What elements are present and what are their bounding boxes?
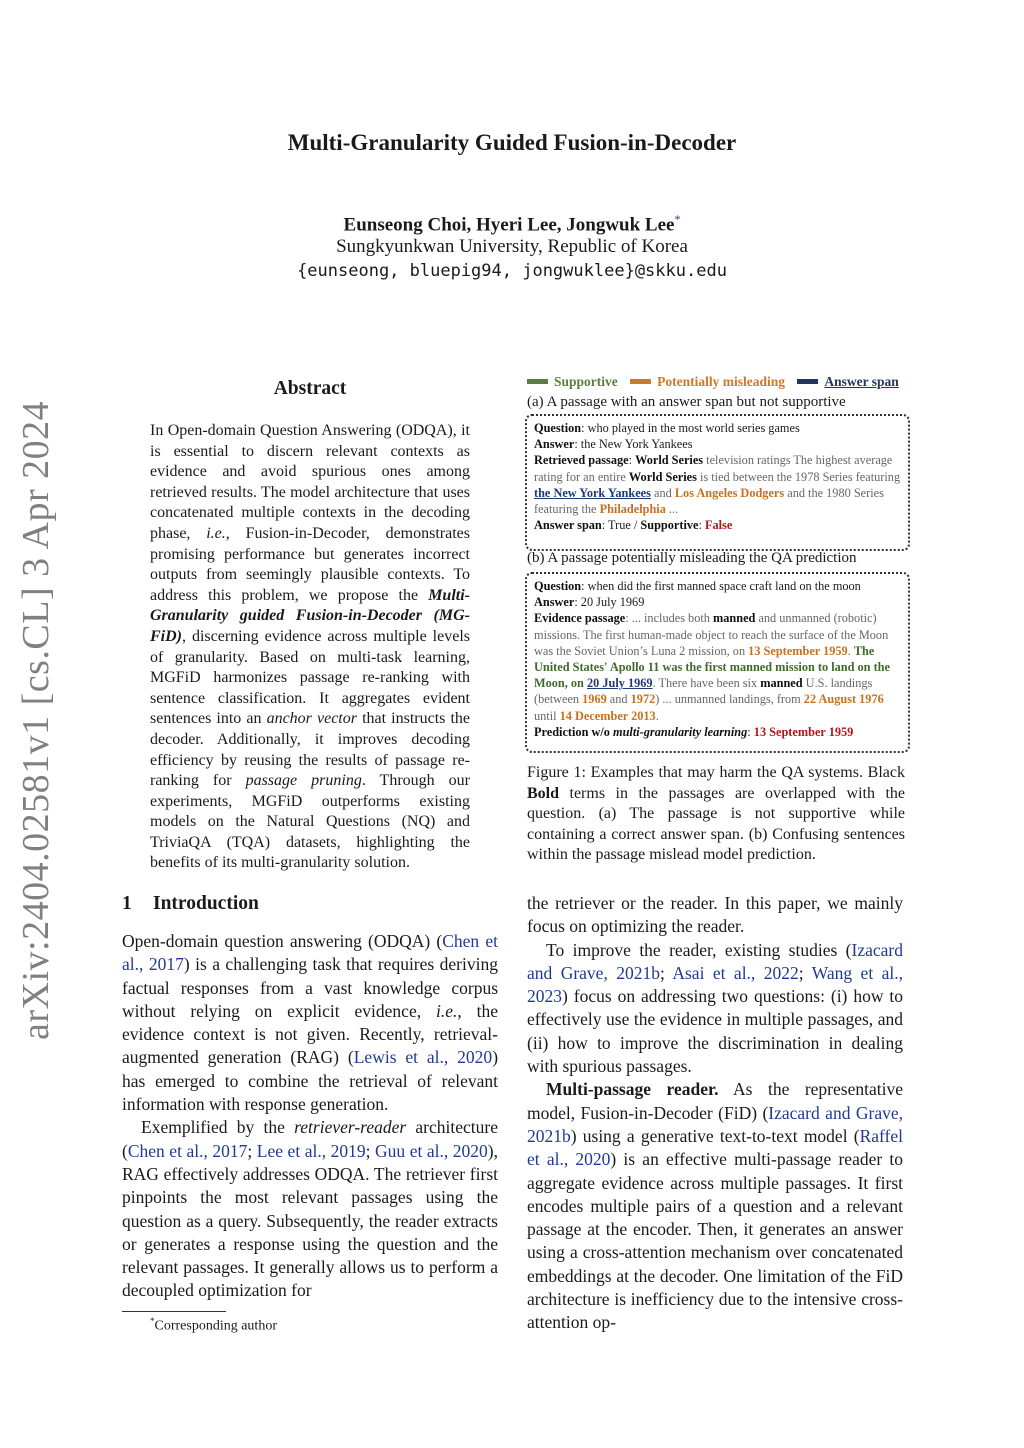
- paragraph: the retriever or the reader. In this paper, we mainly focus on optimizing the reader.: [527, 893, 903, 937]
- mgfid-name: Multi-Granularity guided Fusion-in-Decoder (MG-FiD): [150, 586, 470, 645]
- answer-swatch: [797, 379, 818, 384]
- paragraph: Open-domain question answering (ODQA) (Chen et al., 2017) is a challenging task that requires deriving factual responses from a vast knowledge corpus without relying on explicit evidence, i.e., the evidence context is not given. Recently, retrieval-augmented generation (RAG) (Lewis et al., 2020) has emerged to combine the retrieval of relevant information with response generation.: [122, 931, 499, 1115]
- figure-legend: [527, 374, 907, 390]
- section-heading-introduction: 1 Introduction: [122, 893, 259, 914]
- supportive-false-value: False: [704, 518, 733, 533]
- answer-span: the New York Yankees: [534, 485, 651, 500]
- answer-span: 20 July 1969: [586, 676, 653, 691]
- citation-link[interactable]: Raffel et al., 2020: [527, 1125, 903, 1170]
- affiliation: Sungkyunkwan University, Republic of Korea: [336, 236, 688, 257]
- abstract-text: In Open-domain Question Answering (ODQA), it is essential to discern relevant contexts as evidence and avoid spurious ones among retrieved results. The model architecture that uses concatenated multiple contexts in the decoding phase, i.e., Fusion-in-Decoder, demonstrates promising performance but generates incorrect outputs from seemingly plausible contexts. To address this problem, we propose the Multi-Granularity guided Fusion-in-Decoder (MG-FiD), discerning evidence across multiple levels of granularity. Based on multi-task learning, MGFiD harmonizes passage re-ranking with sentence classification. It aggregates evident sentences into an anchor vector that instructs the decoder. Additionally, it improves decoding efficiency by reusing the results of passage re-ranking for passage pruning. Through our experiments, MGFiD outperforms existing models on the Natural Questions (NQ) and TriviaQA (TQA) datasets, highlighting the benefits of its multi-granularity solution.: [150, 422, 471, 872]
- paper-title: Multi-Granularity Guided Fusion-in-Decoder: [287, 130, 737, 155]
- legend-answer-span: Answer span: [824, 374, 899, 389]
- citation-link[interactable]: Lee et al., 2019: [256, 1140, 366, 1161]
- supportive-sentence: The United States' Apollo 11 was the first manned mission to land on the Moon, on: [534, 643, 890, 691]
- corresponding-mark: *: [674, 212, 681, 226]
- supportive-swatch: [527, 379, 548, 384]
- ie-term: i.e.: [206, 524, 226, 542]
- figure-subcaption-b: (b) A passage potentially misleading the QA prediction: [527, 550, 857, 566]
- legend-supportive: Supportive: [554, 374, 618, 389]
- citation-link[interactable]: Izacard and Grave, 2021b: [527, 1102, 903, 1146]
- author-list: [0, 212, 1024, 236]
- paragraph: Multi-passage reader. As the representative model, Fusion-in-Decoder (FiD) (Izacard and Grave, 2021b) using a generative text-to-text model (Raffel et al., 2020) is an effective multi-passage reader to aggregate evidence across multiple passages. It first encodes multiple pairs of a question and a relevant passage at the encoder. Then, it generates an answer using a cross-attention mechanism over concatenated embeddings at the decoder. One limitation of the FiD architecture is inefficiency due to the intensive cross-attention op-: [527, 1079, 903, 1333]
- passage-pruning-term: passage pruning: [245, 772, 362, 790]
- citation-link[interactable]: Asai et al., 2022: [672, 962, 799, 983]
- citation-link[interactable]: Chen et al., 2017: [122, 931, 498, 975]
- author-emails: {eunseong, bluepig94, jongwuklee}@skku.edu: [297, 261, 727, 281]
- citation-link[interactable]: Izacard and Grave, 2021b: [527, 939, 903, 983]
- citation-link[interactable]: Chen et al., 2017: [127, 1140, 248, 1161]
- anchor-vector-term: anchor vector: [266, 710, 357, 728]
- paragraph: To improve the reader, existing studies (Izacard and Grave, 2021b; Asai et al., 2022; Wang et al., 2023) focus on addressing two questions: (i) how to effectively use the evidence in multiple passages, and (ii) how to improve the discrimination in dealing with spurious passages.: [527, 939, 903, 1077]
- intro-right-column: [527, 892, 903, 1335]
- example-box-a: Question: who played in the most world series games Answer: the New York Yankees Retrieved passage: World Series television ratings The highest average rating for an entire World Series is tied between the 1978 Series featuring the New York Yankees and Los Angeles Dodgers and the 1980 Series featuring the Philadelphia ... Answer span: True / Supportive: False: [525, 414, 910, 551]
- citation-link[interactable]: Guu et al., 2020: [375, 1140, 488, 1161]
- wrong-prediction: 13 September 1959: [753, 724, 854, 739]
- figure-caption: Figure 1: Examples that may harm the QA systems. Black Bold terms in the passages are overlapped with the question. (a) The passage is not supportive while containing a correct answer span. (b) Confusing sentences within the passage mislead model prediction.: [527, 764, 905, 863]
- author-names: Eunseong Choi, Hyeri Lee, Jongwuk Lee: [343, 214, 675, 236]
- legend-misleading: Potentially misleading: [657, 374, 786, 389]
- figure-subcaption-a: (a) A passage with an answer span but not supportive: [527, 394, 846, 410]
- citation-link[interactable]: Wang et al., 2023: [527, 962, 903, 1007]
- arxiv-identifier: arXiv:2404.02581v1 [cs.CL] 3 Apr 2024: [15, 400, 57, 1040]
- paragraph-heading: Multi-passage reader.: [546, 1079, 719, 1100]
- misleading-swatch: [630, 379, 651, 384]
- example-box-b: Question: when did the first manned space craft land on the moon Answer: 20 July 1969 Evidence passage: ... includes both manned and unmanned (robotic) missions. The first human-made object to reach the surface of the Moon was the Soviet Union’s Luna 2 mission, on 13 September 1959. The United States' Apollo 11 was the first manned mission to land on the Moon, on 20 July 1969. There have been six manned U.S. landings (between 1969 and 1972) ... unmanned landings, from 22 August 1976 until 14 December 2013. Prediction w/o multi-granularity learning: 13 September 1959: [525, 572, 910, 753]
- intro-left-column: [122, 930, 498, 1303]
- footnote: *Corresponding author: [150, 1316, 277, 1334]
- paragraph: Exemplified by the retriever-reader architecture (Chen et al., 2017; Lee et al., 2019; Guu et al., 2020), RAG effectively addresses ODQA. The retriever first pinpoints the most relevant passages using the question as a query. Subsequently, the reader extracts or generates a response using the question and the relevant passages. It generally allows us to perform a decoupled optimization for: [122, 1117, 498, 1301]
- footnote-rule: [122, 1311, 226, 1312]
- citation-link[interactable]: Lewis et al., 2020: [353, 1047, 493, 1068]
- abstract-heading: Abstract: [273, 378, 347, 399]
